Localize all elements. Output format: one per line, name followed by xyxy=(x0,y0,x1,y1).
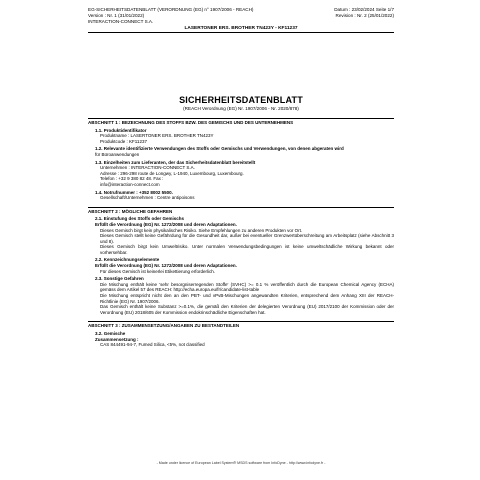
section-text: Produktname : LASERTONER ERS. BROTHER TN423Y xyxy=(100,133,214,139)
document-subtitle: (REACH Verordnung (EG) Nr. 1907/2006 - Nr. 2020/878) xyxy=(183,106,299,111)
section-text: Die Mischung enthält keine 'sehr besorgniserregenden Stoffe' (SVHC) >= 0.1 % veröffentlich durch die European Chemical Agency (ECHA) gemäss dem Artikel 57 des REACH: http://echa.europa.eu/fr/candidate-list-table xyxy=(100,281,394,293)
section-heading: ABSCHNITT 1 : BEZEICHNUNG DES STOFFS BZW. DES GEMISCHS UND DES UNTERNEHMENS xyxy=(88,118,394,126)
product-title: LASERTONER ERS. BROTHER TN423Y - KF11237 xyxy=(184,26,298,31)
header-line: INTERACTION-CONNECT S.A. xyxy=(88,18,154,24)
section-text: Für dieses Gemisch ist keinerlei Etikettierung erforderlich. xyxy=(100,268,216,274)
header-divider xyxy=(88,32,394,33)
section-3 xyxy=(88,321,394,347)
subsection-heading: 1.4. Notrufnummer : +352 8002 5500. xyxy=(95,189,173,195)
subsection-heading: 1.2. Relevante identifizierte Verwendungen des Stoffs oder Gemischs und Verwendungen, von denen abgeraten wird xyxy=(95,146,344,152)
subsection-heading: 2.3. Sonstige Gefahren xyxy=(95,276,144,282)
section-text: Dieses Gemisch birgt kein Umweltrisiko. Unter normalen Verwendungsbedingungen ist keine umweltschädliche Wirkung bekannt oder vorhersehbar. xyxy=(100,244,394,255)
subsection-heading: Erfüllt die Verordnung (EG) Nr. 1272/2008 und deren Adaptationen. xyxy=(95,263,237,269)
page-footer: - Made under licence of European Label System® MSDS software from InfoDyne - http://www.infodyne.fr - xyxy=(156,461,326,465)
section-heading: ABSCHNITT 3 : ZUSAMMENSETZUNG/ANGABEN ZU BESTANDTEILEN xyxy=(88,321,394,329)
section-text: Telefon : +32 9 380 82 48. Fax : xyxy=(100,176,164,182)
subsection-heading: 2.1. Einstufung des Stoffs oder Gemischs xyxy=(95,216,185,222)
section-text: Dieses Gemisch birgt kein physikalisches Risiko. Siehe Empfehlungen zu anderen Produkten vor Ort. xyxy=(100,227,303,233)
subsection-heading: 2.2. Kennzeichnungselemente xyxy=(95,257,160,263)
document-title: SICHERHEITSDATENBLATT xyxy=(179,95,303,105)
section-text: für Büroanwendungen xyxy=(95,151,140,157)
section-text: Dieses Gemisch stellt keine Gefährdung für die Gesundheit dar, außer bei eventueller Grenzwertüberschreitung am Arbeitsplatz (siehe Abschnitt 3 und 8). xyxy=(100,233,394,244)
section-text: Produktcode : KF11237 xyxy=(100,138,147,144)
section-text: Gesellschaft/Unternehmen : Centre antipoisons xyxy=(100,195,195,201)
section-text: Adresse : 296-298 route de Longwy, L-1940, Luxembourg, Luxembourg. xyxy=(100,170,244,176)
section-2 xyxy=(88,207,394,316)
section-text: CAS 844491-94-7, Fumed Silica, <5%, not classified xyxy=(100,342,205,348)
header-line: EG-SICHERHEITSDATENBLATT (VERORDNUNG (EG) n° 1907/2006 - REACH) xyxy=(88,7,254,12)
document-body xyxy=(88,114,394,348)
subsection-heading: 1.3. Einzelheiten zum Lieferanten, der das Sicherheitsdatenblatt bereitstellt xyxy=(95,159,256,165)
section-text: Das Gemisch enthält keine Substanz >=0.1%, die gemäß den Kriterien der delegierten Verordnung (EU) 2017/2100 der Kommission oder der Verordnung (EU) 2018/605 der Kommission endokrinschädliche Eigenschaften hat. xyxy=(100,304,394,315)
section-text: Unternehmen : INTERACTION-CONNECT S.A. xyxy=(100,165,195,171)
subsection-heading: Zusammensetzung : xyxy=(95,336,139,342)
header-right xyxy=(334,7,394,19)
header-left xyxy=(88,7,253,24)
header-line: Version : Nr. 1 (31/01/2022) xyxy=(88,12,145,18)
header-revision: Revision : Nr. 2 (25/01/2022) xyxy=(335,12,394,18)
section-text: info@interaction-connect.com xyxy=(100,181,160,187)
section-1 xyxy=(88,118,394,201)
header-date: Datum : 23/02/2024 Seite 1/7 xyxy=(334,7,394,12)
subsection-heading: 1.1. Produktidentifikator xyxy=(95,127,147,133)
subsection-heading: 3.2. Gemische xyxy=(95,331,126,336)
section-heading: ABSCHNITT 2 : MÖGLICHE GEFAHREN xyxy=(88,207,394,215)
subsection-heading: Erfüllt die Verordnung (EG) Nr. 1272/2008 und deren Adaptationen. xyxy=(95,221,237,227)
section-text: Die Mischung entspricht nicht den an den PBT- und vPvB-Mischungen angewandten Kriterien, entsprechend dem Anhang XIII der REACH-Richtlinie (EG) Nr. 1907/2006. xyxy=(100,293,394,304)
